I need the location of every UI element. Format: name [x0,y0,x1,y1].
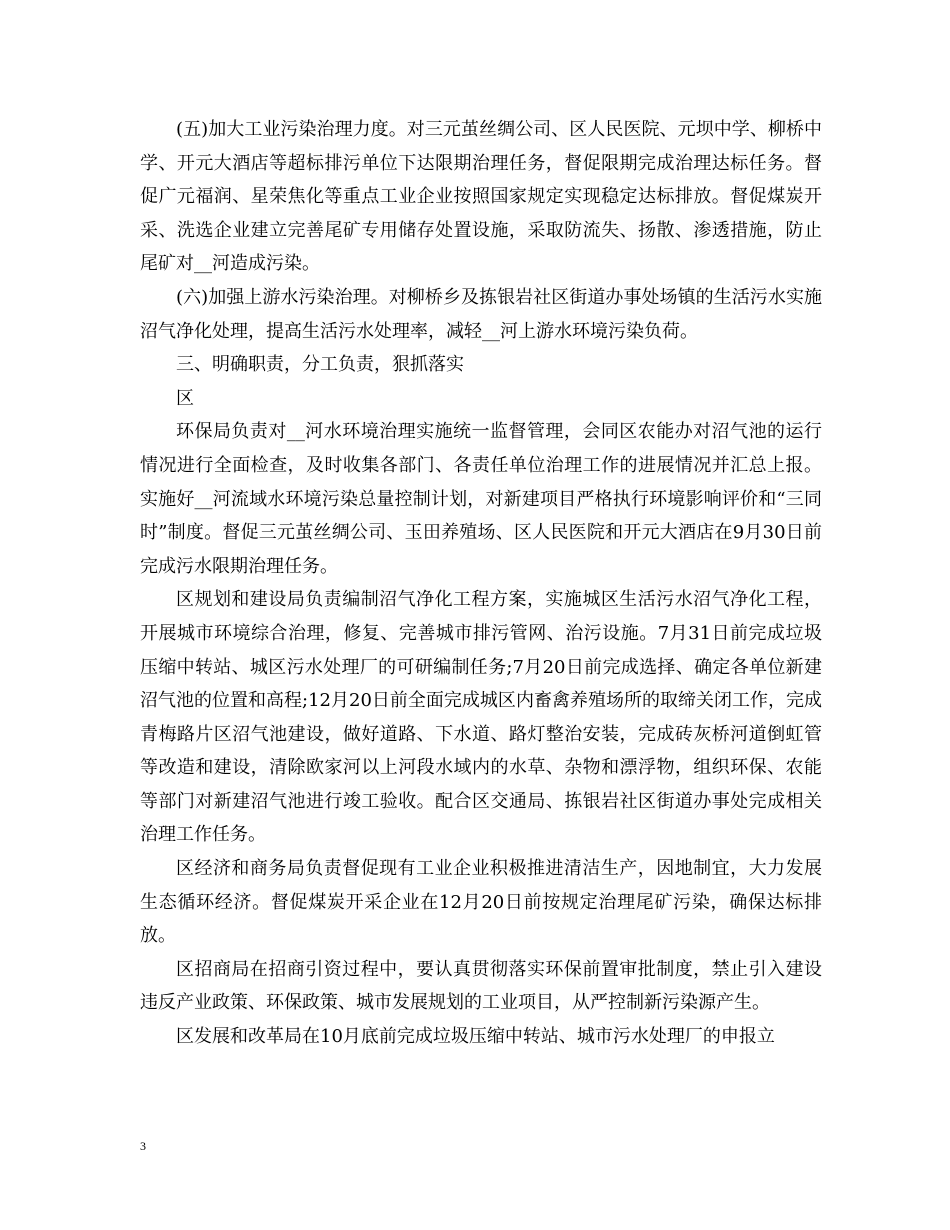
paragraph-development-bureau: 区发展和改革局在10月底前完成垃圾压缩中转站、城市污水处理厂的申报立 [176,1026,775,1048]
paragraph-industrial-pollution: (五)加大工业污染治理力度。对三元茧丝绸公司、区人民医院、元坝中学、柳桥中学、开元大酒店等超标排污单位下达限期治理任务，督促限期完成治理达标任务。督促广元福润、星荣焦化等重点工业企业按照国家规定实现稳定达标排放。督促煤炭开采、洗选企业建立完善尾矿专用储存处置设施，采取防流失、扬散、渗透措施，防止尾矿对__河造成污染。 [140,119,822,275]
paragraph-economy-bureau: 区经济和商务局负责督促现有工业企业积极推进清洁生产，因地制宜，大力发展生态循环经济。督促煤炭开采企业在12月20日前按规定治理尾矿污染，确保达标排放。 [140,858,822,947]
section-heading-responsibilities: 三、明确职责，分工负责，狠抓落实 [176,354,464,376]
paragraph-investment-bureau: 区招商局在招商引资过程中，要认真贯彻落实环保前置审批制度，禁止引入建设违反产业政策、环保政策、城市发展规划的工业项目，从严控制新污染源产生。 [140,958,822,1014]
paragraph-upstream-pollution: (六)加强上游水污染治理。对柳桥乡及拣银岩社区街道办事处场镇的生活污水实施沼气净化处理，提高生活污水处理率，减轻__河上游水环境污染负荷。 [140,286,822,342]
page-number: 3 [140,1139,146,1153]
paragraph-planning-bureau: 区规划和建设局负责编制沼气净化工程方案，实施城区生活污水沼气净化工程，开展城市环境综合治理，修复、完善城市排污管网、治污设施。7月31日前完成垃圾压缩中转站、城区污水处理厂的可研编制任务;7月20日前完成选择、确定各单位新建沼气池的位置和高程;12月20日前全面完成城区内畜禽养殖场所的取缔关闭工作，完成青梅路片区沼气池建设，做好道路、下水道、路灯整治安装，完成砖灰桥河道倒虹管等改造和建设，清除欧家河以上河段水域内的水草、杂物和漂浮物，组织环保、农能等部门对新建沼气池进行竣工验收。配合区交通局、拣银岩社区街道办事处完成相关治理工作任务。 [140,589,822,846]
paragraph-district-fragment: 区 [176,387,194,409]
paragraph-environmental-bureau: 环保局负责对__河水环境治理实施统一监督管理，会同区农能办对沼气池的运行情况进行全面检查，及时收集各部门、各责任单位治理工作的进展情况并汇总上报。实施好__河流域水环境污染总量控制计划，对新建项目严格执行环境影响评价和“三同时”制度。督促三元茧丝绸公司、玉田养殖场、区人民医院和开元大酒店在9月30日前完成污水限期治理任务。 [140,421,822,577]
document-body [140,113,822,1054]
